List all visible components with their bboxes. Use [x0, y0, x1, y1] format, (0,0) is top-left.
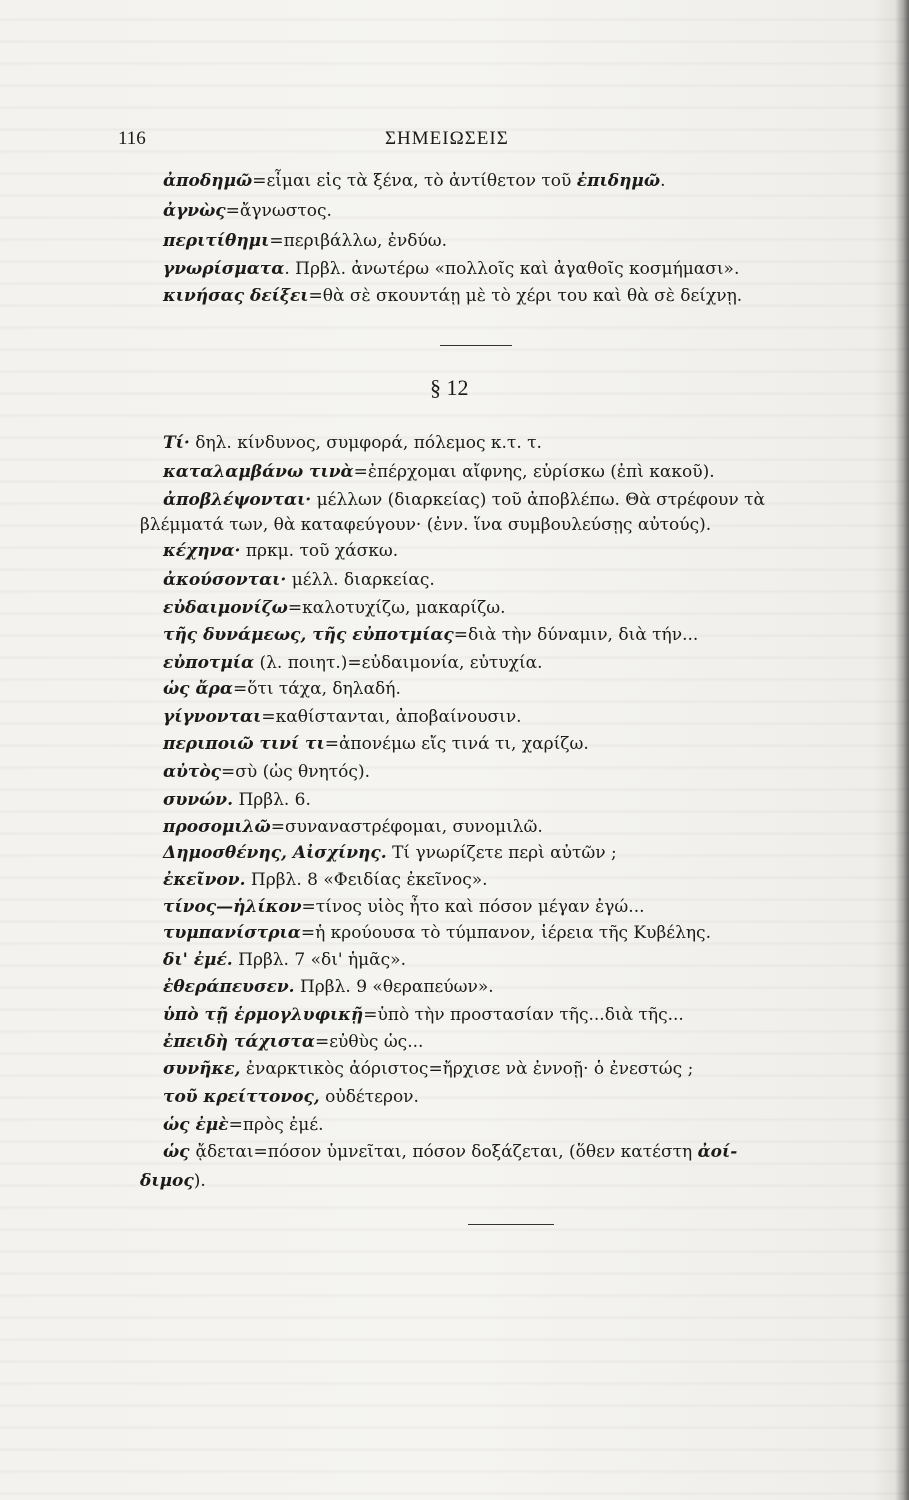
gloss-term: αὐτὸς [163, 762, 222, 782]
gloss-text: Τί γνωρίζετε περὶ αὐτῶν ; [392, 843, 617, 863]
gloss-line [163, 489, 765, 511]
gloss-line [163, 1141, 737, 1163]
gloss-text: σὺ (ὡς θνητός). [235, 762, 370, 782]
gloss-line [163, 569, 435, 591]
gloss-term: Δημοσθένης, Αἰσχίνης. [163, 843, 387, 863]
gloss-term: ἐπειδὴ τάχιστα [163, 1032, 315, 1052]
gloss-text: πρκμ. τοῦ χάσκω. [245, 541, 399, 561]
gloss-line: τίνος—ἡλίκον=τίνος υἱὸς ἦτο καὶ πόσον μέγαν ἐγώ... [163, 897, 645, 917]
gloss-text: εἶμαι εἰς τὰ ξένα, τὸ ἀντίθετον τοῦ [266, 171, 577, 191]
gloss-line: τῆς δυνάμεως, τῆς εὐποτμίας=διὰ τὴν δύναμιν, διὰ τήν... [163, 625, 699, 645]
gloss-line [140, 514, 711, 536]
gloss-line: ὡς ἐμὲ=πρὸς ἐμέ. [163, 1115, 324, 1135]
gloss-text: ἡ κρούουσα τὸ τύμπανον, ἱέρεια τῆς Κυβέλης. [315, 923, 711, 943]
gloss-line: εὐδαιμονίζω=καλοτυχίζω, μακαρίζω. [163, 598, 506, 618]
gloss-term: ἐπιδημῶ [576, 171, 661, 191]
gloss-text: ἀπονέμω εἴς τινά τι, χαρίζω. [338, 734, 589, 754]
gloss-line [163, 789, 311, 811]
gloss-text: καθίστανται, ἀποβαίνουσιν. [275, 707, 522, 727]
gloss-text: (λ. ποιητ.)=εὐδαιμονία, εὐτυχία. [259, 653, 543, 673]
gloss-term: συνῆκε, [163, 1059, 241, 1079]
gloss-text: διὰ τὴν δύναμιν, διὰ τήν... [468, 625, 699, 645]
section-heading: § 12 [430, 375, 469, 400]
gloss-term: ὡς ἄρα [163, 679, 233, 699]
gloss-term: γίγνονται [163, 707, 262, 727]
gloss-text: βλέμματά των, θὰ καταφεύγουν· (ἐνν. ἵνα συμβουλεύσῃς αὐτούς). [140, 515, 712, 535]
gloss-term: ἀποβλέψονται· [163, 490, 312, 510]
gloss-term: ἀποδημῶ [163, 171, 253, 191]
gloss-text: θὰ σὲ σκουντάῃ μὲ τὸ χέρι του καὶ θὰ σὲ δείχνῃ. [322, 286, 743, 306]
gloss-term: ὡς ἐμὲ [163, 1115, 229, 1135]
gloss-term: Τί· [163, 433, 190, 453]
gloss-text: ἐπέρχομαι αἴφνης, εὑρίσκω (ἐπὶ κακοῦ). [367, 462, 715, 482]
gloss-line: γνωρίσματα. Πρβλ. ἀνωτέρω «πολλοῖς καὶ ἀγαθοῖς κοσμήμασι». [163, 259, 740, 279]
footer-divider [468, 1224, 554, 1225]
gloss-line [163, 869, 488, 891]
gloss-line: ἀποδημῶ=εἶμαι εἰς τὰ ξένα, τὸ ἀντίθετον τοῦ ἐπιδημῶ. [163, 171, 666, 191]
gloss-line [163, 432, 542, 454]
gloss-term: ὡς [163, 1142, 196, 1162]
gloss-line: ὑπὸ τῇ ἑρμογλυφικῇ=ὑπὸ τὴν προστασίαν τῆς...διὰ τῆς... [163, 1005, 684, 1025]
gloss-term: τίνος—ἡλίκον [163, 897, 302, 917]
gloss-line [163, 540, 398, 562]
gloss-text: ἄγνωστος. [239, 201, 332, 221]
section-divider [440, 345, 512, 346]
gloss-line [163, 652, 543, 674]
gloss-term: προσομιλῶ [163, 817, 271, 837]
gloss-term: τυμπανίστρια [163, 923, 301, 943]
gloss-text: μέλλ. διαρκείας. [291, 570, 435, 590]
gloss-text: συναναστρέφομαι, συνομιλῶ. [285, 817, 543, 837]
gloss-line [163, 1058, 693, 1080]
gloss-term: γνωρίσματα [163, 259, 285, 279]
gloss-text: τίνος υἱὸς ἦτο καὶ πόσον μέγαν ἐγώ... [315, 897, 645, 917]
gloss-line: ὡς ἄρα=ὅτι τάχα, δηλαδή. [163, 679, 401, 699]
gloss-line [163, 976, 494, 998]
gloss-line [163, 949, 406, 971]
gloss-line: γίγνονται=καθίστανται, ἀποβαίνουσιν. [163, 707, 522, 727]
gloss-term: εὐδαιμονίζω [163, 598, 288, 618]
gloss-text: ᾄδεται=πόσον ὑμνεῖται, πόσον δοξάζεται, (ὅθεν κατέστη [195, 1142, 698, 1162]
gloss-text: Πρβλ. 7 «δι' ἡμᾶς». [238, 950, 406, 970]
gloss-term: περιτίθημι [163, 231, 270, 251]
gloss-line: ἀγνὼς=ἄγνωστος. [163, 201, 332, 221]
gloss-line: προσομιλῶ=συναναστρέφομαι, συνομιλῶ. [163, 817, 543, 837]
gloss-line: καταλαμβάνω τινὰ=ἐπέρχομαι αἴφνης, εὑρίσκω (ἐπὶ κακοῦ). [163, 462, 715, 482]
gloss-line: περιτίθημι=περιβάλλω, ἐνδύω. [163, 231, 448, 251]
gloss-term: κέχηνα· [163, 541, 241, 561]
page-edge-shadow [895, 0, 909, 1500]
gloss-text: μέλλων (διαρκείας) τοῦ ἀποβλέπω. Θὰ στρέφουν τὰ [316, 490, 766, 510]
gloss-text: ἐναρκτικὸς ἀόριστος=ἤρχισε νὰ ἐννοῇ· ὁ ἐνεστώς ; [245, 1059, 694, 1079]
gloss-line: περιποιῶ τινί τι=ἀπονέμω εἴς τινά τι, χαρίζω. [163, 734, 589, 754]
gloss-text: ὅτι τάχα, δηλαδή. [247, 679, 401, 699]
gloss-term: εὐποτμία [163, 653, 255, 673]
gloss-text: περιβάλλω, ἐνδύω. [283, 231, 448, 251]
gloss-term: διμος [140, 1171, 194, 1191]
gloss-term: ἐκεῖνον. [163, 870, 246, 890]
gloss-text: Πρβλ. 6. [238, 790, 311, 810]
gloss-text: καλοτυχίζω, μακαρίζω. [302, 598, 506, 618]
gloss-text: ὑπὸ τὴν προστασίαν τῆς...διὰ τῆς... [377, 1005, 684, 1025]
gloss-term: ἐθεράπευσεν. [163, 977, 295, 997]
gloss-text: δηλ. κίνδυνος, συμφορά, πόλεμος κ.τ. τ. [195, 433, 542, 453]
gloss-text: Πρβλ. 8 «Φειδίας ἐκεῖνος». [250, 870, 488, 890]
gloss-line [163, 842, 617, 864]
gloss-line [163, 1086, 419, 1108]
gloss-term: κινήσας δείξει [163, 286, 309, 306]
gloss-text: πρὸς ἐμέ. [242, 1115, 324, 1135]
gloss-term: τοῦ κρείττονος, [163, 1087, 320, 1107]
gloss-text: Πρβλ. 9 «θεραπεύων». [299, 977, 494, 997]
running-head: ΣΗΜΕΙΩΣΕΙΣ [385, 128, 509, 149]
gloss-term: ἀοί- [697, 1142, 738, 1162]
gloss-line [140, 1170, 206, 1192]
gloss-term: ὑπὸ τῇ ἑρμογλυφικῇ [163, 1005, 364, 1025]
gloss-text: Πρβλ. ἀνωτέρω «πολλοῖς καὶ ἀγαθοῖς κοσμήμασι». [295, 259, 740, 279]
gloss-term: καταλαμβάνω τινὰ [163, 462, 354, 482]
gloss-text: ). [193, 1171, 206, 1191]
page-number: 116 [118, 128, 146, 149]
gloss-line: τυμπανίστρια=ἡ κρούουσα τὸ τύμπανον, ἱέρεια τῆς Κυβέλης. [163, 923, 711, 943]
gloss-term: συνών. [163, 790, 234, 810]
gloss-term: ἀγνὼς [163, 201, 226, 221]
gloss-text: οὐδέτερον. [325, 1087, 419, 1107]
gloss-term: ἀκούσονται· [163, 570, 287, 590]
gloss-term: τῆς δυνάμεως, τῆς εὐποτμίας [163, 625, 454, 645]
gloss-line: κινήσας δείξει=θὰ σὲ σκουντάῃ μὲ τὸ χέρι του καὶ θὰ σὲ δείχνῃ. [163, 286, 743, 306]
gloss-term: περιποιῶ τινί τι [163, 734, 325, 754]
gloss-line: αὐτὸς=σὺ (ὡς θνητός). [163, 762, 370, 782]
gloss-line: ἐπειδὴ τάχιστα=εὐθὺς ὡς... [163, 1032, 424, 1052]
gloss-text: εὐθὺς ὡς... [329, 1032, 424, 1052]
gloss-term: δι' ἐμέ. [163, 950, 233, 970]
